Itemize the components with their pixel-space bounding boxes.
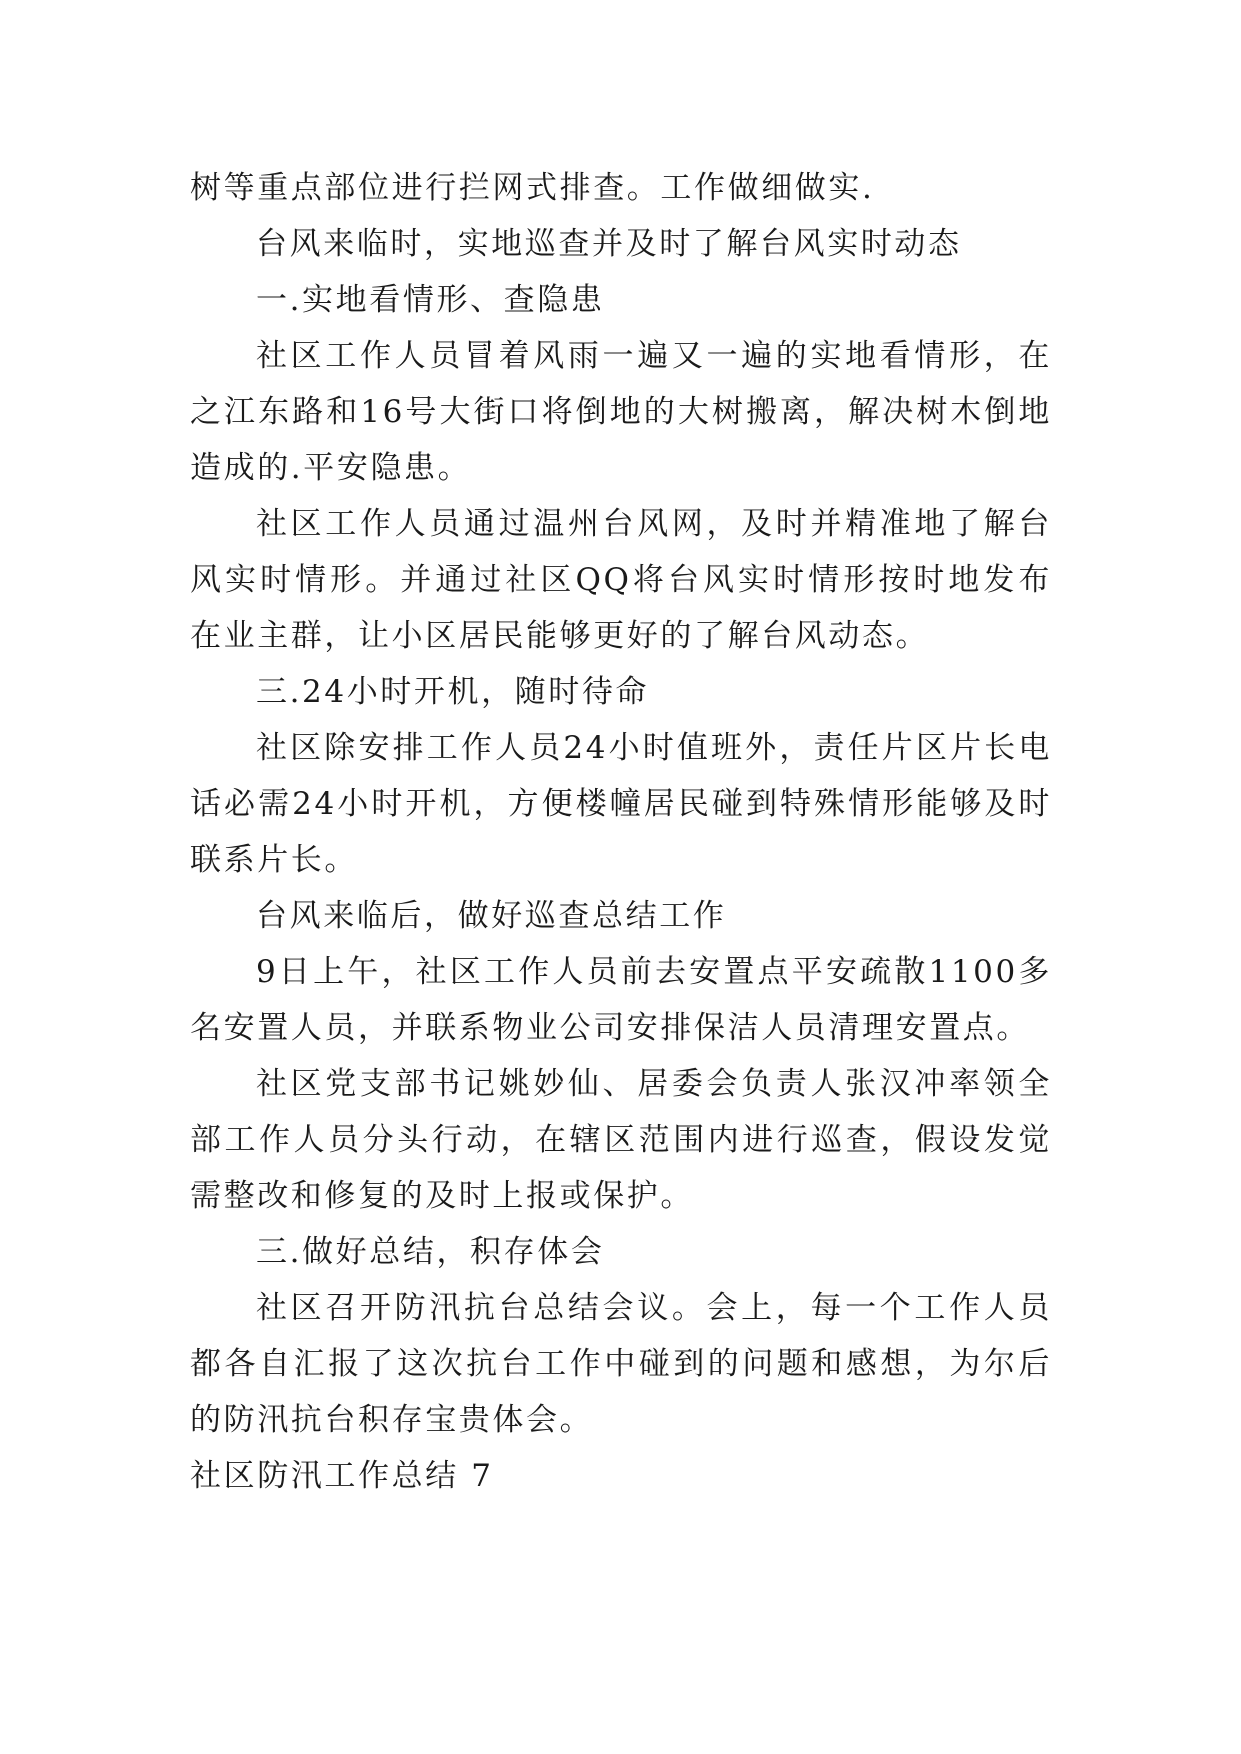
paragraph-evacuation: 9日上午，社区工作人员前去安置点平安疏散1100多名安置人员，并联系物业公司安排保洁人员清理安置点。	[190, 954, 1052, 1046]
paragraph-patrol: 社区党支部书记姚妙仙、居委会负责人张汉冲率领全部工作人员分头行动，在辖区范围内进行巡查，假设发觉需整改和修复的及时上报或保护。	[190, 1066, 1052, 1214]
subheading-24h-standby: 三.24小时开机，随时待命	[256, 674, 650, 710]
subheading-site-inspection: 一.实地看情形、查隐患	[256, 282, 605, 318]
paragraph-summary-meeting: 社区召开防汛抗台总结会议。会上，每一个工作人员都各自汇报了这次抗台工作中碰到的问题和感想，为尔后的防汛抗台积存宝贵体会。	[190, 1290, 1052, 1438]
document-body	[190, 160, 1052, 1504]
paragraph-duty-arrangement: 社区除安排工作人员24小时值班外，责任片区片长电话必需24小时开机，方便楼幢居民碰到特殊情形能够及时联系片长。	[190, 730, 1052, 878]
section-heading-after-typhoon: 台风来临后，做好巡查总结工作	[256, 898, 727, 934]
document-title: 社区防汛工作总结 7	[190, 1458, 494, 1494]
paragraph-continuation: 树等重点部位进行拦网式排查。工作做细做实.	[190, 170, 875, 206]
section-heading-during-typhoon: 台风来临时，实地巡查并及时了解台风实时动态	[256, 226, 962, 262]
subheading-summary: 三.做好总结，积存体会	[256, 1234, 605, 1270]
paragraph-typhoon-info: 社区工作人员通过温州台风网，及时并精准地了解台风实时情形。并通过社区QQ将台风实时情形按时地发布在业主群，让小区居民能够更好的了解台风动态。	[190, 506, 1052, 654]
paragraph-tree-removal: 社区工作人员冒着风雨一遍又一遍的实地看情形，在之江东路和16号大街口将倒地的大树搬离，解决树木倒地造成的.平安隐患。	[190, 338, 1052, 486]
